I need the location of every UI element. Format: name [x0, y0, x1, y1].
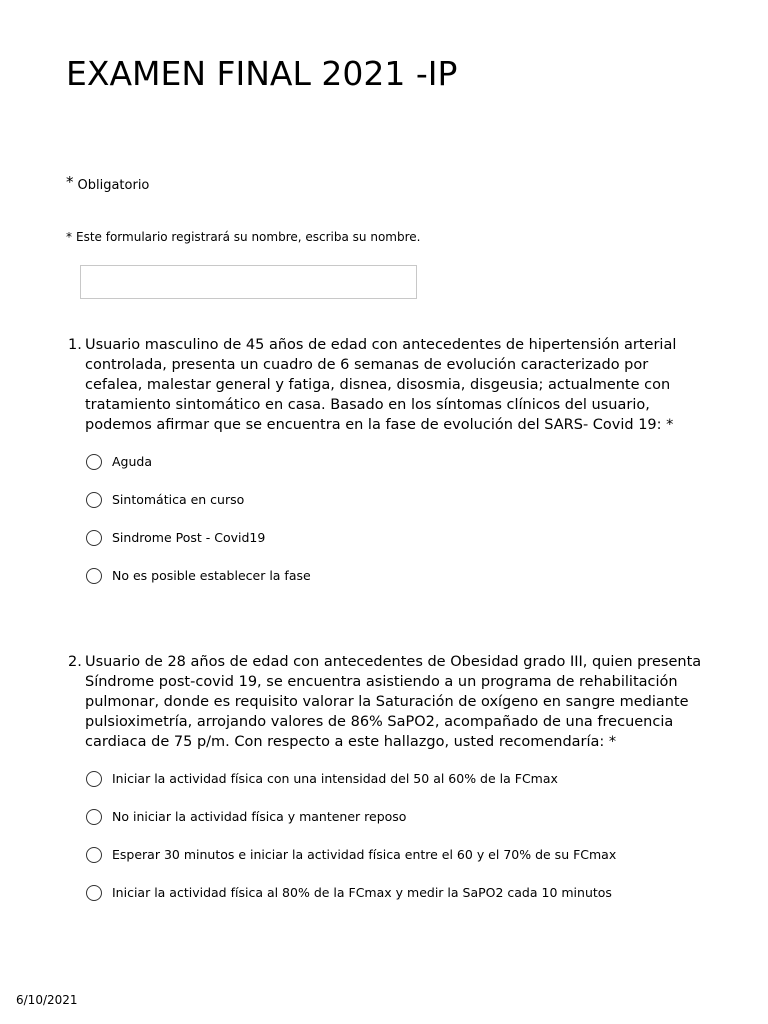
required-label: Obligatorio — [77, 178, 150, 193]
question-2-option-1[interactable] — [86, 771, 558, 787]
option-label: Iniciar la actividad física con una intensidad del 50 al 60% de la FCmax — [112, 771, 558, 786]
option-label: Sintomática en curso — [112, 492, 245, 507]
question-1-option-2[interactable] — [86, 492, 244, 508]
question-1-text: Usuario masculino de 45 años de edad con antecedentes de hipertensión arterial controlada, presenta un cuadro de 6 semanas de evolución caracterizado por cefalea, malestar general y fatiga, disnea, disosmia, disgeusia; actualmente con tratamiento sintomático en casa. Basado en los síntomas clínicos del usuario, podemos afirmar que se encuentra en la fase de evolución del SARS- Covid 19: * — [85, 337, 677, 433]
question-1 — [68, 335, 708, 583]
name-prompt — [66, 229, 420, 245]
radio-button[interactable] — [86, 771, 102, 787]
option-label: Iniciar la actividad física al 80% de la FCmax y medir la SaPO2 cada 10 minutos — [112, 885, 612, 900]
question-1-number: 1. — [68, 337, 82, 353]
option-label: Esperar 30 minutos e iniciar la actividad física entre el 60 y el 70% de su FCmax — [112, 847, 617, 862]
radio-button[interactable] — [86, 847, 102, 863]
question-1-option-1[interactable] — [86, 454, 152, 470]
footer-date: 6/10/2021 — [16, 993, 78, 1007]
radio-button[interactable] — [86, 530, 102, 546]
question-1-option-3[interactable] — [86, 530, 265, 546]
name-prompt-star: * — [66, 230, 72, 244]
radio-button[interactable] — [86, 454, 102, 470]
question-2 — [68, 652, 708, 900]
radio-button[interactable] — [86, 809, 102, 825]
question-2-number: 2. — [68, 654, 82, 670]
radio-button[interactable] — [86, 885, 102, 901]
question-2-option-4[interactable] — [86, 885, 612, 901]
form-title: EXAMEN FINAL 2021 -IP — [66, 54, 458, 93]
required-note — [66, 175, 149, 195]
name-input[interactable] — [80, 265, 417, 299]
option-label: No iniciar la actividad física y mantener reposo — [112, 809, 407, 824]
option-label: Sindrome Post - Covid19 — [112, 530, 266, 545]
option-label: Aguda — [112, 454, 153, 469]
question-2-option-3[interactable] — [86, 847, 616, 863]
name-prompt-text: Este formulario registrará su nombre, escriba su nombre. — [76, 230, 421, 244]
required-star: * — [66, 173, 74, 191]
radio-button[interactable] — [86, 492, 102, 508]
question-2-text: Usuario de 28 años de edad con antecedentes de Obesidad grado III, quien presenta Síndrome post-covid 19, se encuentra asistiendo a un programa de rehabilitación pulmonar, donde es requisito valorar la Saturación de oxígeno en sangre mediante pulsioximetría, arrojando valores de 86% SaPO2, acompañado de una frecuencia cardiaca de 75 p/m. Con respecto a este hallazgo, usted recomendaría: * — [85, 654, 702, 750]
question-1-text-block — [68, 335, 708, 435]
question-2-text-block — [68, 652, 708, 752]
question-1-option-4[interactable] — [86, 568, 311, 584]
option-label: No es posible establecer la fase — [112, 568, 311, 583]
question-2-option-2[interactable] — [86, 809, 406, 825]
radio-button[interactable] — [86, 568, 102, 584]
